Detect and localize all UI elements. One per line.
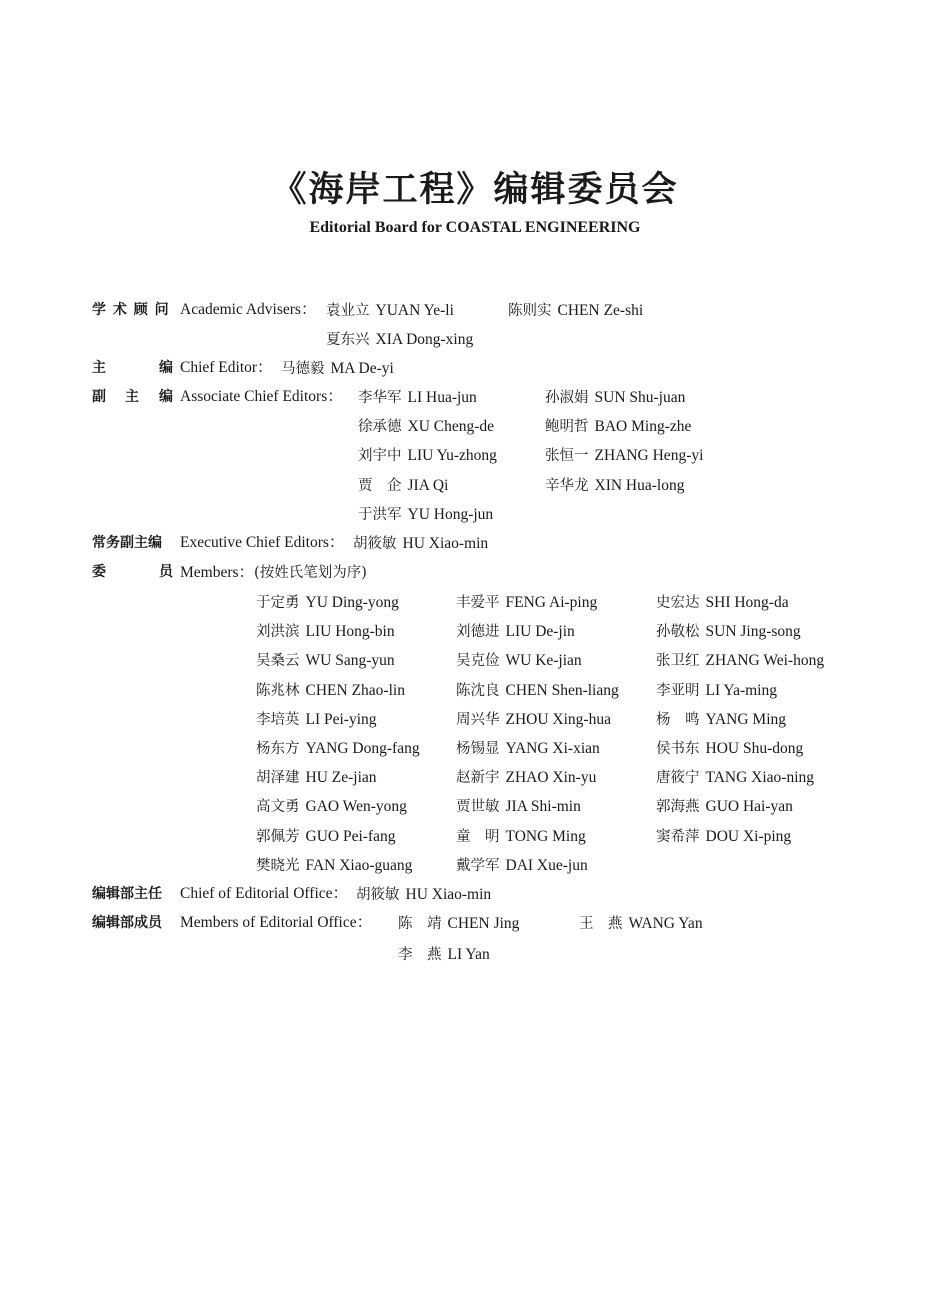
role-executive: Executive Chief Editors：	[180, 534, 345, 551]
role-office-chief: Chief of Editorial Office：	[180, 885, 349, 902]
section-label-members-a: 委	[92, 564, 106, 580]
role-members: Members：(按姓氏笔划为序)	[180, 564, 367, 581]
member-entry: 张卫红 ZHANG Wei-hong	[656, 652, 825, 669]
section-label-chief-b: 编	[159, 360, 173, 376]
person-entry: 胡筱敏 HU Xiao-min	[356, 886, 492, 903]
member-entry: 侯书东 HOU Shu-dong	[656, 740, 804, 757]
member-entry: 陈兆林 CHEN Zhao-lin	[256, 682, 405, 699]
member-entry: 窦希萍 DOU Xi-ping	[656, 828, 792, 845]
person-entry: 徐承德 XU Cheng-de	[358, 418, 495, 435]
section-label-assoc-a: 副	[92, 389, 106, 405]
page-title: 《海岸工程》编辑委员会	[271, 170, 679, 210]
role-associate: Associate Chief Editors：	[180, 388, 343, 405]
section-label-members-b: 员	[159, 564, 173, 580]
member-entry: 贾世敏 JIA Shi-min	[456, 798, 581, 815]
member-entry: 丰爱平 FENG Ai-ping	[456, 594, 598, 611]
member-entry: 吴克俭 WU Ke-jian	[456, 652, 582, 669]
person-entry: 夏东兴 XIA Dong-xing	[326, 331, 474, 348]
member-entry: 周兴华 ZHOU Xing-hua	[456, 711, 611, 728]
person-entry: 李华军 LI Hua-jun	[358, 389, 477, 406]
member-entry: 刘德进 LIU De-jin	[456, 623, 575, 640]
member-entry: 唐筱宁 TANG Xiao-ning	[656, 769, 815, 786]
person-entry: 张恒一 ZHANG Heng-yi	[545, 447, 704, 464]
person-entry: 袁业立 YUAN Ye-li	[326, 302, 454, 319]
member-entry: 吴桑云 WU Sang-yun	[256, 652, 395, 669]
person-entry: 陈则实 CHEN Ze-shi	[508, 302, 644, 319]
section-label-chief-a: 主	[92, 360, 106, 376]
person-entry: 陈 靖 CHEN Jing	[398, 915, 520, 932]
person-entry: 贾 企 JIA Qi	[358, 477, 449, 494]
section-label-assoc-c: 编	[159, 389, 173, 405]
member-entry: 童 明 TONG Ming	[456, 828, 586, 845]
member-entry: 戴学军 DAI Xue-jun	[456, 857, 588, 874]
member-entry: 郭佩芳 GUO Pei-fang	[256, 828, 396, 845]
role-advisers: Academic Advisers：	[180, 301, 317, 318]
member-entry: 于定勇 YU Ding-yong	[256, 594, 399, 611]
page-subtitle: Editorial Board for COASTAL ENGINEERING	[309, 219, 641, 236]
person-entry: 鲍明哲 BAO Ming-zhe	[545, 418, 692, 435]
person-entry: 胡筱敏 HU Xiao-min	[353, 535, 489, 552]
member-entry: 刘洪滨 LIU Hong-bin	[256, 623, 395, 640]
person-entry: 李 燕 LI Yan	[398, 946, 490, 963]
person-entry: 孙淑娟 SUN Shu-juan	[545, 389, 686, 406]
person-entry: 王 燕 WANG Yan	[579, 915, 703, 932]
section-label-advisers: 学 术 顾 问	[92, 302, 170, 318]
member-entry: 孙敬松 SUN Jing-song	[656, 623, 801, 640]
section-label-executive: 常务副主编	[92, 535, 162, 551]
member-entry: 杨东方 YANG Dong-fang	[256, 740, 420, 757]
role-office-members: Members of Editorial Office：	[180, 914, 373, 931]
person-entry: 马德毅 MA De-yi	[281, 360, 394, 377]
role-chief-editor: Chief Editor：	[180, 359, 273, 376]
section-label-assoc-b: 主	[125, 389, 139, 405]
person-entry: 于洪军 YU Hong-jun	[358, 506, 494, 523]
section-label-office-members: 编辑部成员	[92, 915, 162, 931]
member-entry: 赵新宇 ZHAO Xin-yu	[456, 769, 597, 786]
member-entry: 李培英 LI Pei-ying	[256, 711, 377, 728]
member-entry: 陈沈良 CHEN Shen-liang	[456, 682, 619, 699]
section-label-office-chief: 编辑部主任	[92, 886, 162, 902]
member-entry: 史宏达 SHI Hong-da	[656, 594, 789, 611]
person-entry: 刘宇中 LIU Yu-zhong	[358, 447, 497, 464]
member-entry: 郭海燕 GUO Hai-yan	[656, 798, 793, 815]
member-entry: 杨 鸣 YANG Ming	[656, 711, 787, 728]
member-entry: 李亚明 LI Ya-ming	[656, 682, 777, 699]
member-entry: 高文勇 GAO Wen-yong	[256, 798, 407, 815]
member-entry: 杨锡显 YANG Xi-xian	[456, 740, 600, 757]
person-entry: 辛华龙 XIN Hua-long	[545, 477, 685, 494]
member-entry: 樊晓光 FAN Xiao-guang	[256, 857, 413, 874]
member-entry: 胡泽建 HU Ze-jian	[256, 769, 377, 786]
